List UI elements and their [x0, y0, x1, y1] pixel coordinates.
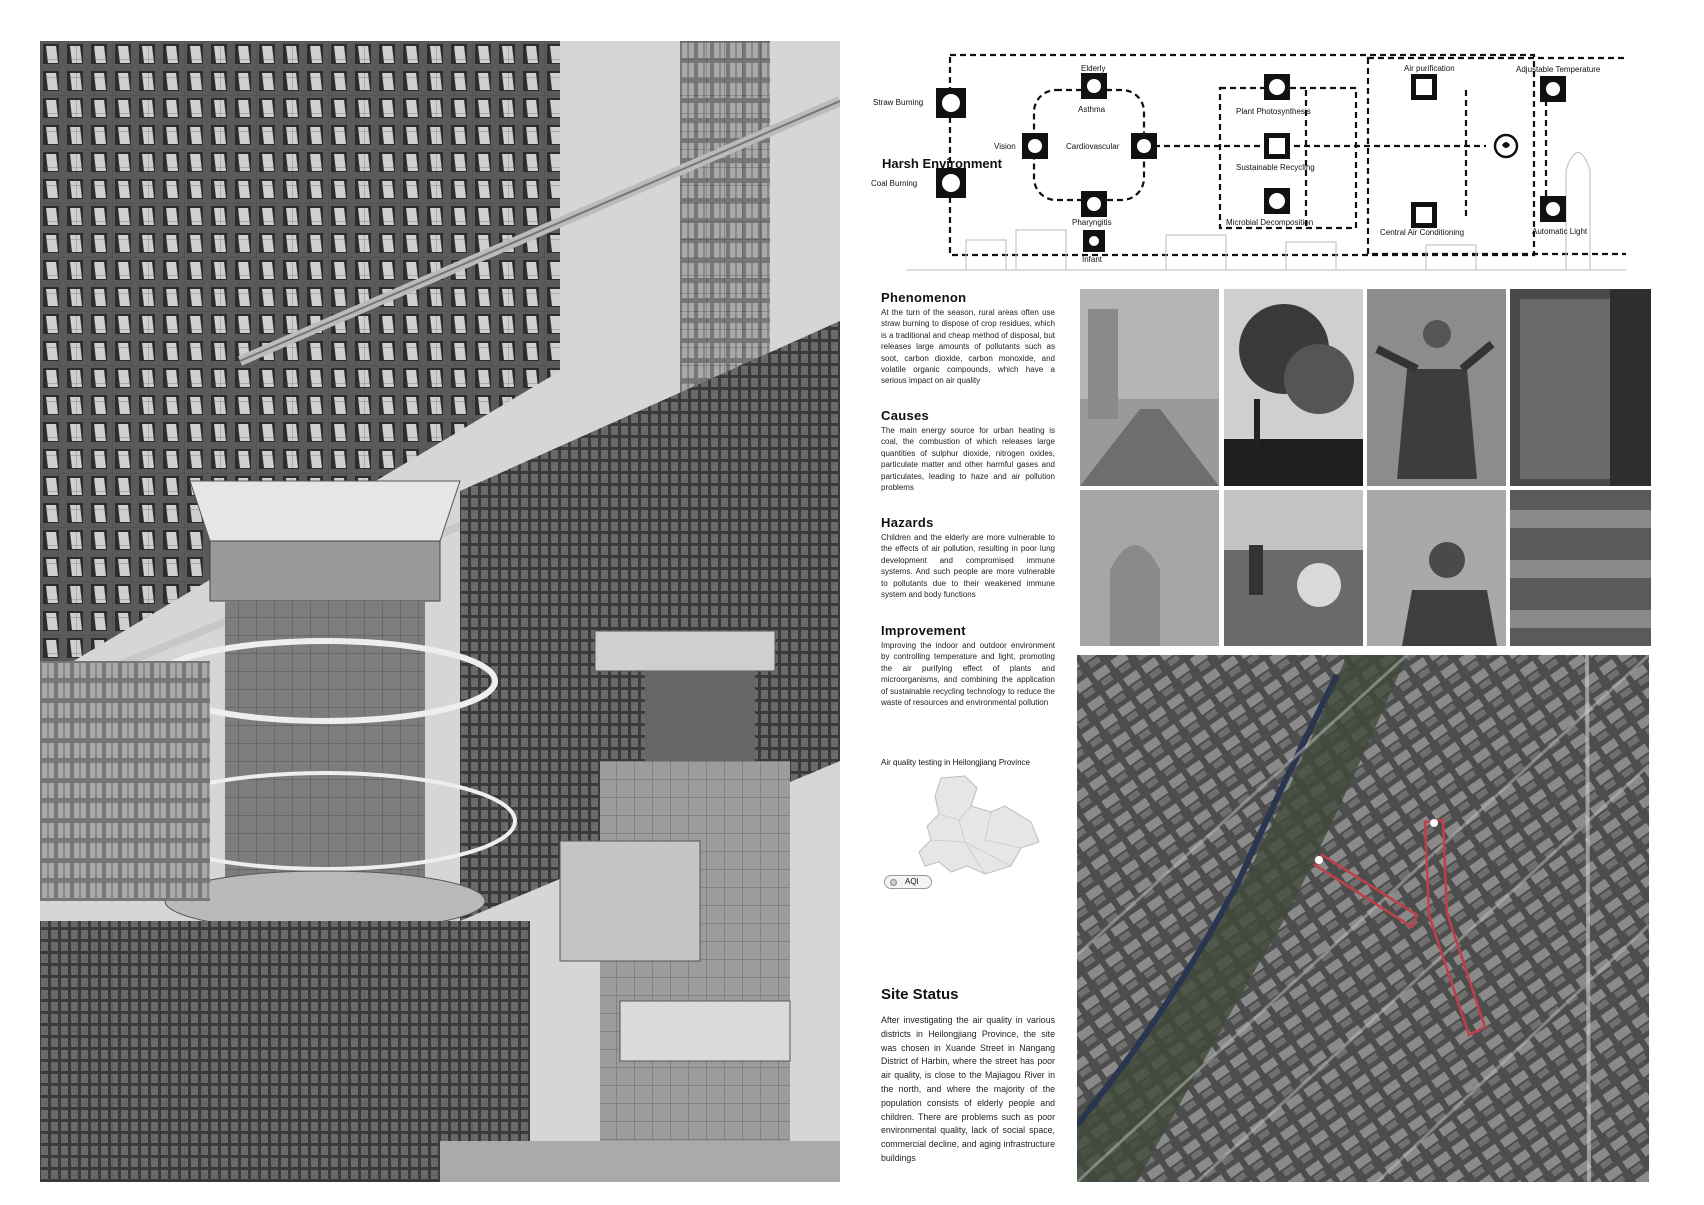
effect-label: Pharyngitis [1072, 218, 1112, 227]
photo-straw-burning [1224, 490, 1363, 646]
diagram-connectors [866, 30, 1626, 280]
section-body: Improving the indoor and outdoor environment by controlling temperature and light, promoting the air purifying effect of plants and microorganisms, and combining the application of sustainable recycling technology to reduce the waste of resources and environmental pollution [881, 641, 1055, 708]
site-body: After investigating the air quality in various districts in Heilongjiang Province, the site was chosen in Xuande Street in Nangang District of Harbin, where the street has poor air quality, is close to the Majiagou River in the north, and where the majority of the population consists of elderly people and children. There are problems such as poor environmental quality, lack of social space, commercial decline, and aging infrastructure buildings [881, 1015, 1055, 1163]
effect-label: Cardiovascular [1066, 142, 1120, 151]
photo-green-facade [1510, 289, 1651, 486]
photo-terraced-planters [1510, 490, 1651, 646]
photo-smoggy-church [1080, 490, 1219, 646]
site-satellite-map [1077, 655, 1649, 1182]
system-label: Central Air Conditioning [1380, 228, 1465, 237]
effect-label: Vision [994, 142, 1016, 151]
effect-label: Asthma [1078, 105, 1106, 114]
section-title: Improvement [881, 623, 966, 638]
system-label: Air purification [1404, 64, 1455, 73]
section-title: Phenomenon [881, 290, 967, 305]
source-label: Coal Burning [871, 179, 918, 188]
aqi-legend-dot [890, 879, 897, 886]
photo-masked-woman [1367, 289, 1506, 486]
source-label: Straw Burning [873, 98, 924, 107]
aqi-legend-label: AQI [905, 877, 919, 886]
photo-smoggy-road [1080, 289, 1219, 486]
process-label: Plant Photosynthesis [1236, 107, 1311, 116]
section-body: Children and the elderly are more vulnerable to the effects of air pollution, resulting in poor lung development and compromised immune systems. And such people are more vulnerable to pollutants due to their weakened immune system and body functions [881, 533, 1055, 600]
process-label: Microbial Decomposition [1226, 218, 1314, 227]
harsh-environment-diagram [866, 30, 1626, 280]
system-label: Adjustable Temperature [1516, 65, 1601, 74]
photo-coal-smoke [1224, 289, 1363, 486]
effect-label: Elderly [1081, 64, 1106, 73]
effect-label: Infant [1082, 255, 1103, 264]
site-title: Site Status [881, 986, 959, 1003]
photo-masked-pedestrian [1367, 490, 1506, 646]
section-title: Causes [881, 408, 930, 423]
process-label: Sustainable Recycling [1236, 163, 1315, 172]
heilongjiang-map [881, 770, 1051, 890]
section-body: At the turn of the season, rural areas often use straw burning to dispose of crop residues, which is a traditional and cheap method of disposal, but releases large amounts of pollutants such as soot, carbon dioxide, carbon monoxide, and volatile organic compounds, which have a serious impact on air quality [881, 308, 1055, 386]
architectural-rendering [40, 41, 840, 1182]
section-title: Hazards [881, 515, 934, 530]
aqi-legend [884, 875, 932, 889]
section-body: The main energy source for urban heating is coal, the combustion of which releases large quantities of sulphur dioxide, nitrogen oxides, particulate matter and other harmful gases and particulates, leading to haze and air pollution problems [881, 426, 1055, 493]
diagram-heading: Harsh Environment [882, 156, 1002, 171]
air-quality-title: Air quality testing in Heilongjiang Province [881, 758, 1030, 767]
system-label: Automatic Light [1532, 227, 1588, 236]
